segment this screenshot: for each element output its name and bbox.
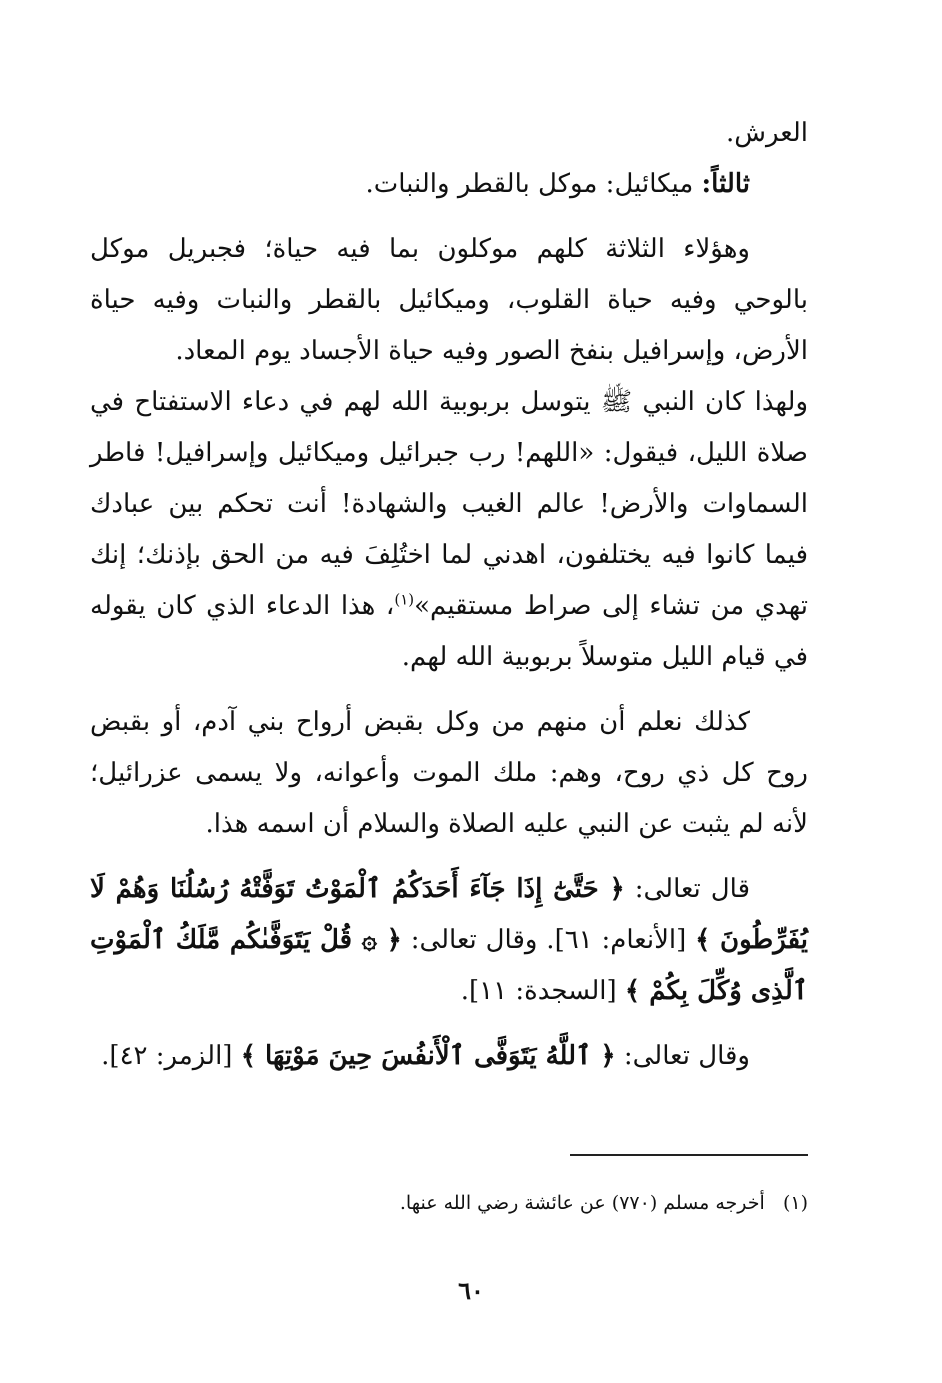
paragraph-istiftah-dua — [90, 377, 808, 683]
dua-commentary: ، هذا الدعاء الذي كان يقوله في قيام الليل متوسلاً بربوبية الله لهم. — [90, 591, 808, 672]
quran-verse-sajda: ﴿ ۞ قُلْ يَتَوَفَّىٰكُم مَّلَكُ ٱلْمَوْتِ ٱلَّذِى وُكِّلَ بِكُمْ ﴾ — [90, 925, 808, 1006]
verse-intro: قال تعالى: — [624, 874, 750, 904]
text-line-third — [90, 159, 808, 210]
footnote-divider — [570, 1154, 808, 1156]
quran-verse-anam: ﴿ حَتَّىٰٓ إِذَا جَآءَ أَحَدَكُمُ ٱلْمَوْتُ تَوَفَّتْهُ رُسُلُنَا وَهُمْ لَا يُفَرِّطُونَ ﴾ — [90, 874, 808, 955]
paragraph-angel-of-death: كذلك نعلم أن منهم من وكل بقبض أرواح بني آدم، أو بقبض روح كل ذي روح، وهم: ملك الموت وأعوانه، ولا يسمى عزرائيل؛ لأنه لم يثبت عن النبي عليه الصلاة والسلام أن اسمه هذا. — [90, 707, 808, 839]
verse-intro-2: وقال تعالى: — [401, 925, 538, 955]
text-line-arsh: العرش. — [725, 118, 808, 148]
footnote-reference: (١) — [394, 590, 415, 609]
page-body — [90, 108, 808, 1082]
paragraph-verses — [90, 864, 808, 1017]
text-mikail: ميكائيل: موكل بالقطر والنبات. — [365, 169, 702, 199]
footnote — [128, 1188, 808, 1218]
verse-intro-3: وقال تعالى: — [615, 1041, 750, 1071]
page-number: ٦٠ — [458, 1276, 484, 1305]
quran-verse-zumar: ﴿ ٱللَّهُ يَتَوَفَّى ٱلْأَنفُسَ حِينَ مَوْتِهَا ﴾ — [240, 1041, 616, 1071]
footnote-text: أخرجه مسلم (٧٧٠) عن عائشة رضي الله عنها. — [399, 1192, 765, 1214]
dua-text: ولهذا كان النبي ﷺ يتوسل بربوبية الله لهم في دعاء الاستفتاح في صلاة الليل، فيقول: «اللهم! رب جبرائيل وميكائيل وإسرافيل! فاطر السماوات والأرض! عالم الغيب والشهادة! أنت تحكم بين عبادك فيما كانوا فيه يختلفون، اهدني لما اختُلِفَ فيه من الحق بإذنك؛ إنك تهدي من تشاء إلى صراط مستقيم» — [90, 387, 808, 621]
verse-reference-zumar: [الزمر: ٤٢]. — [101, 1041, 241, 1071]
paragraph-three-angels: وهؤلاء الثلاثة كلهم موكلون بما فيه حياة؛ فجبريل موكل بالوحي وفيه حياة القلوب، وميكائيل بالقطر والنبات وفيه حياة الأرض، وإسرافيل بنفخ الصور وفيه حياة الأجساد يوم المعاد. — [90, 234, 808, 366]
footnote-number: (١) — [782, 1192, 808, 1214]
verse-reference-anam: [الأنعام: ٦١]. — [537, 925, 696, 955]
verse-reference-sajda: [السجدة: ١١]. — [460, 976, 625, 1006]
label-third: ثالثاً: — [701, 169, 750, 199]
paragraph-verse-zumar — [90, 1031, 808, 1082]
